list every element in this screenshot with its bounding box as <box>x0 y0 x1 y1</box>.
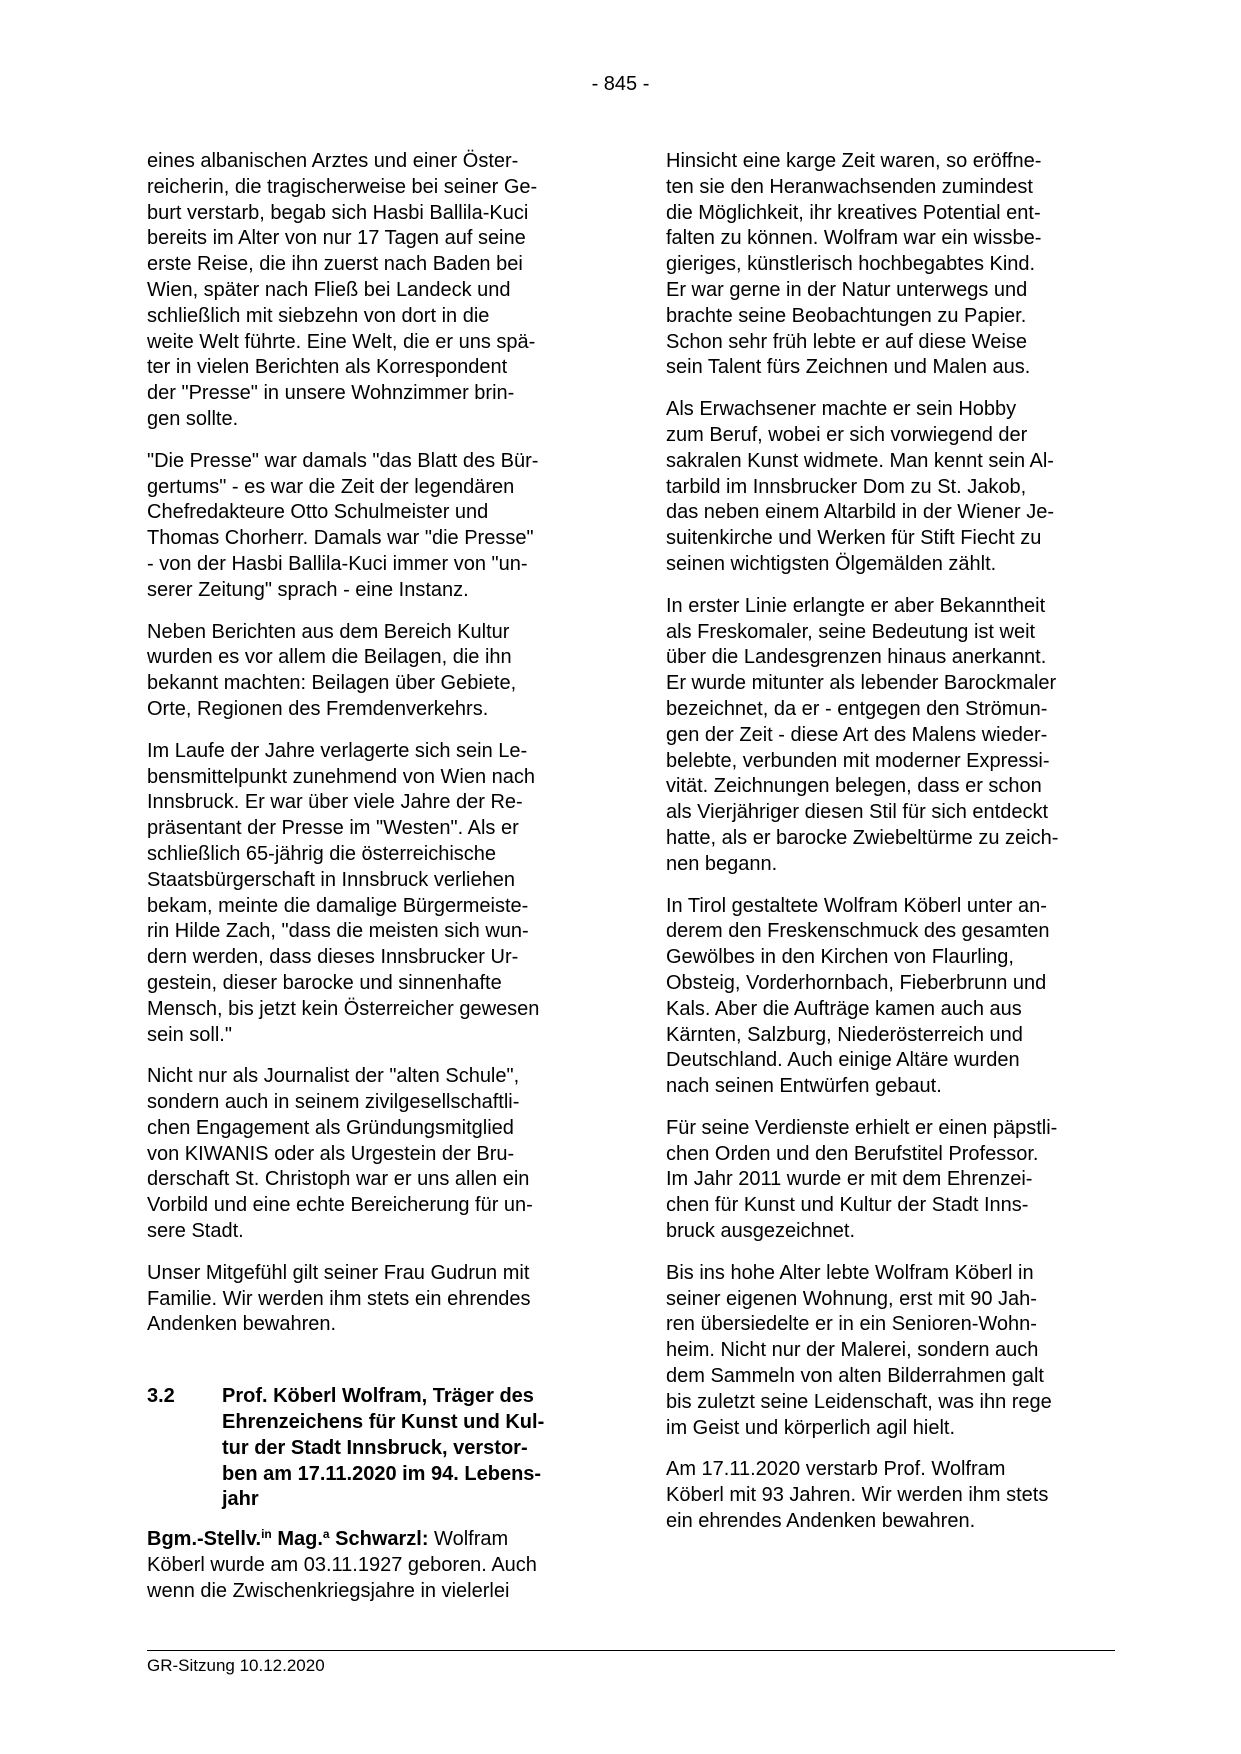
left-paragraph-3: Neben Berichten aus dem Bereich Kultur wurden es vor allem die Beilagen, die ihn bekannt machten: Beilagen über Gebiete, Orte, Regionen des Fremdenverkehrs. <box>147 620 517 720</box>
speaker-title-sup: in <box>261 1527 272 1542</box>
right-paragraph-7: Am 17.11.2020 verstarb Prof. Wolfram Köberl mit 93 Jahren. Wir werden ihm stets ein ehrendes Andenken bewahren. <box>666 1458 1049 1533</box>
right-paragraph-2: Als Erwachsener machte er sein Hobby zum Beruf, wobei er sich vorwiegend der sakralen Kunst widmete. Man kennt sein Al- tarbild im Innsbrucker Dom zu St. Jakob, das neben einem Altarbild in der Wiener Je- suitenkirche und Werken für Stift Fiecht zu seinen wichtigsten Ölgemälden zählt. <box>666 398 1054 575</box>
speaker-paragraph <box>147 1527 597 1604</box>
left-paragraph-4: Im Laufe der Jahre verlagerte sich sein Le- bensmittelpunkt zunehmend von Wien nach Innsbruck. Er war über viele Jahre der Re- präsentant der Presse im "Westen". Als er schließlich 65-jährig die österreichische Staatsbürgerschaft in Innsbruck verliehen bekam, meinte die damalige Bürgermeiste- rin Hilde Zach, "dass die meisten sich wun- dern werden, dass dieses Innsbrucker Ur- gestein, dieser barocke und sinnenhafte Mensch, bis jetzt kein Österreicher gewesen sein soll." <box>147 739 540 1046</box>
speaker-label <box>147 1528 429 1550</box>
right-paragraph-4: In Tirol gestaltete Wolfram Köberl unter an- derem den Freskenschmuck des gesamten Gewölbes in den Kirchen von Flaurling, Obsteig, Vorderhornbach, Fieberbrunn und Kals. Aber die Aufträge kamen auch aus Kärnten, Salzburg, Niederösterreich und Deutschland. Auch einige Altäre wurden nach seinen Entwürfen gebaut. <box>666 894 1050 1098</box>
section-heading <box>147 1384 597 1513</box>
left-paragraph-1: eines albanischen Arztes und einer Öster- reicherin, die tragischerweise bei seiner Ge- burt verstarb, begab sich Hasbi Ballila-Kuci bereits im Alter von nur 17 Tagen auf seine erste Reise, die ihn zuerst nach Baden bei Wien, später nach Fließ bei Landeck und schließlich mit siebzehn von dort in die weite Welt führte. Eine Welt, die er uns spä- ter in vielen Berichten als Korrespondent der "Presse" in unsere Wohnzimmer brin- gen sollte. <box>147 150 538 430</box>
section-number: 3.2 <box>147 1385 175 1408</box>
speaker-title: Bgm.-Stellv. <box>147 1528 262 1551</box>
left-column <box>147 149 597 1621</box>
right-column <box>666 149 1116 1551</box>
left-paragraph-6: Unser Mitgefühl gilt seiner Frau Gudrun mit Familie. Wir werden ihm stets ein ehrendes Andenken bewahren. <box>147 1261 531 1336</box>
footer-session-date: GR-Sitzung 10.12.2020 <box>147 1656 325 1675</box>
left-paragraph-2: "Die Presse" war damals "das Blatt des Bür- gertums" - es war die Zeit der legendären Chefredakteure Otto Schulmeister und Thomas Chorherr. Damals war "die Presse" - von der Hasbi Ballila-Kuci immer von "un- serer Zeitung" sprach - eine Instanz. <box>147 449 539 601</box>
speaker-degree: Mag. <box>271 1528 323 1551</box>
left-paragraph-5: Nicht nur als Journalist der "alten Schule", sondern auch in seinem zivilgesellschaftli- chen Engagement als Gründungsmitglied von KIWANIS oder als Urgestein der Bru- derschaft St. Christoph war er uns allen ein Vorbild und eine echte Bereicherung für un- sere Stadt. <box>147 1065 533 1243</box>
section-title: Prof. Köberl Wolfram, Träger des Ehrenzeichens für Kunst und Kul- tur der Stadt Innsbruck, verstor- ben am 17.11.2020 im 94. Lebens- jahr <box>222 1385 545 1511</box>
footer-divider <box>147 1650 1115 1651</box>
page-number: - 845 - <box>591 73 650 95</box>
right-paragraph-3: In erster Linie erlangte er aber Bekanntheit als Freskomaler, seine Bedeutung ist weit über die Landesgrenzen hinaus anerkannt. Er wurde mitunter als lebender Barockmaler bezeichnet, da er - entgegen den Strömun- gen der Zeit - diese Art des Malens wieder- belebte, verbunden mit moderner Expressi- vität. Zeichnungen belegen, dass er schon als Vierjähriger diesen Stil für sich entdeckt hatte, als er barocke Zwiebeltürme zu zeich- nen begann. <box>666 594 1059 875</box>
speaker-degree-sup: a <box>322 1527 330 1542</box>
right-paragraph-6: Bis ins hohe Alter lebte Wolfram Köberl in seiner eigenen Wohnung, erst mit 90 Jah- ren übersiedelte er in ein Senioren-Wohn- heim. Nicht nur der Malerei, sondern auch dem Sammeln von alten Bilderrahmen galt bis zuletzt seine Leidenschaft, was ihn rege im Geist und körperlich agil hielt. <box>666 1261 1052 1439</box>
speaker-name: Schwarzl: <box>329 1528 429 1551</box>
speaker-text: Wolfram Köberl wurde am 03.11.1927 geboren. Auch wenn die Zwischenkriegsjahre in vielerlei <box>147 1528 537 1602</box>
right-paragraph-5: Für seine Verdienste erhielt er einen päpstli- chen Orden und den Berufstitel Professor. Im Jahr 2011 wurde er mit dem Ehrenzei- chen für Kunst und Kultur der Stadt Inns- bruck ausgezeichnet. <box>666 1116 1058 1243</box>
right-paragraph-1: Hinsicht eine karge Zeit waren, so eröffne- ten sie den Heranwachsenden zumindest die Möglichkeit, ihr kreatives Potential ent- falten zu können. Wolfram war ein wissbe- gieriges, künstlerisch hochbegabtes Kind. Er war gerne in der Natur unterwegs und brachte seine Beobachtungen zu Papier. Schon sehr früh lebte er auf diese Weise sein Talent fürs Zeichnen und Malen aus. <box>666 150 1042 379</box>
